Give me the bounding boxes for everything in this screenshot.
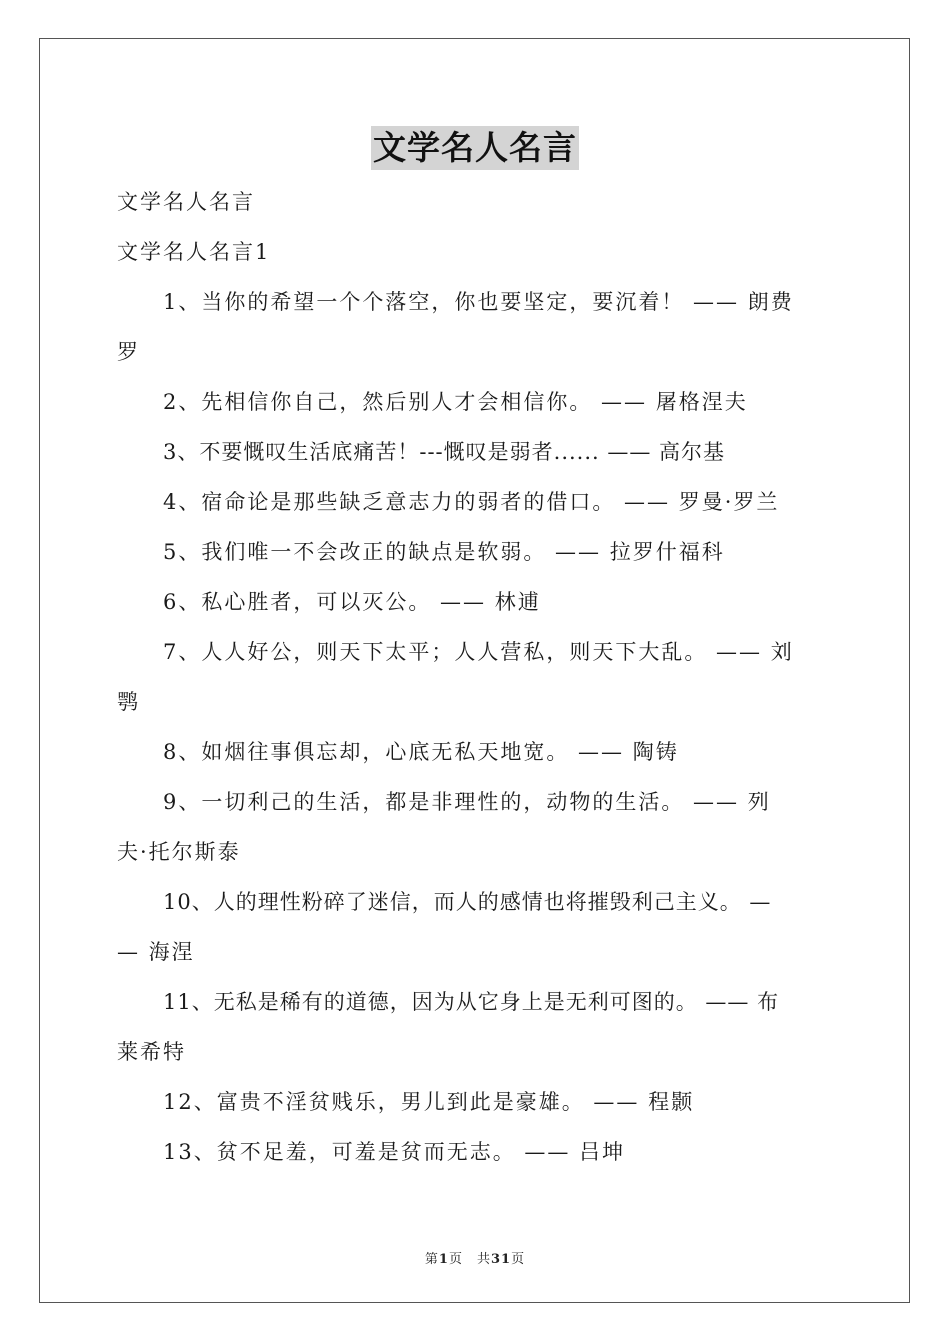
quote-10-continued: — 海涅 <box>117 940 195 964</box>
quote-12: 12、富贵不淫贫贱乐，男儿到此是豪雄。 —— 程颢 <box>163 1090 695 1114</box>
subtitle-line: 文学名人名言 <box>117 190 255 214</box>
page-footer <box>0 1248 950 1267</box>
quote-11: 11、无私是稀有的道德，因为从它身上是无利可图的。 —— 布 <box>163 990 780 1014</box>
section-heading: 文学名人名言1 <box>117 240 271 264</box>
footer-suffix: 页 <box>511 1252 526 1267</box>
quote-5: 5、我们唯一不会改正的缺点是软弱。 —— 拉罗什福科 <box>163 540 725 564</box>
quote-2: 2、先相信你自己，然后别人才会相信你。 —— 屠格涅夫 <box>163 390 748 414</box>
quote-1: 1、当你的希望一个个落空，你也要坚定，要沉着！ —— 朗费 <box>163 290 794 314</box>
document-body <box>117 177 833 1177</box>
footer-mid: 页 共 <box>448 1252 491 1267</box>
quote-8: 8、如烟往事俱忘却，心底无私天地宽。 —— 陶铸 <box>163 740 679 764</box>
quote-9: 9、一切利己的生活，都是非理性的，动物的生活。 —— 列 <box>163 790 771 814</box>
quote-10: 10、人的理性粉碎了迷信，而人的感情也将摧毁利己主义。 — <box>163 890 772 914</box>
quote-3: 3、不要慨叹生活底痛苦！---慨叹是弱者...... —— 高尔基 <box>163 440 726 464</box>
quote-4: 4、宿命论是那些缺乏意志力的弱者的借口。 —— 罗曼·罗兰 <box>163 490 780 514</box>
quote-7: 7、人人好公，则天下太平；人人营私，则天下大乱。 —— 刘 <box>163 640 794 664</box>
quote-6: 6、私心胜者，可以灭公。 —— 林逋 <box>163 590 541 614</box>
document-title: 文学名人名言 <box>371 126 579 170</box>
quote-11-continued: 莱希特 <box>117 1040 186 1064</box>
footer-prefix: 第 <box>424 1252 439 1267</box>
quote-13: 13、贫不足羞，可羞是贫而无志。 —— 吕坤 <box>163 1140 626 1164</box>
quote-9-continued: 夫·托尔斯泰 <box>117 840 241 864</box>
quote-7-continued: 鹗 <box>117 690 140 714</box>
quote-1-continued: 罗 <box>117 340 140 364</box>
footer-total-pages: 31 <box>490 1252 512 1267</box>
title-container <box>0 126 950 170</box>
footer-current-page: 1 <box>438 1252 449 1267</box>
